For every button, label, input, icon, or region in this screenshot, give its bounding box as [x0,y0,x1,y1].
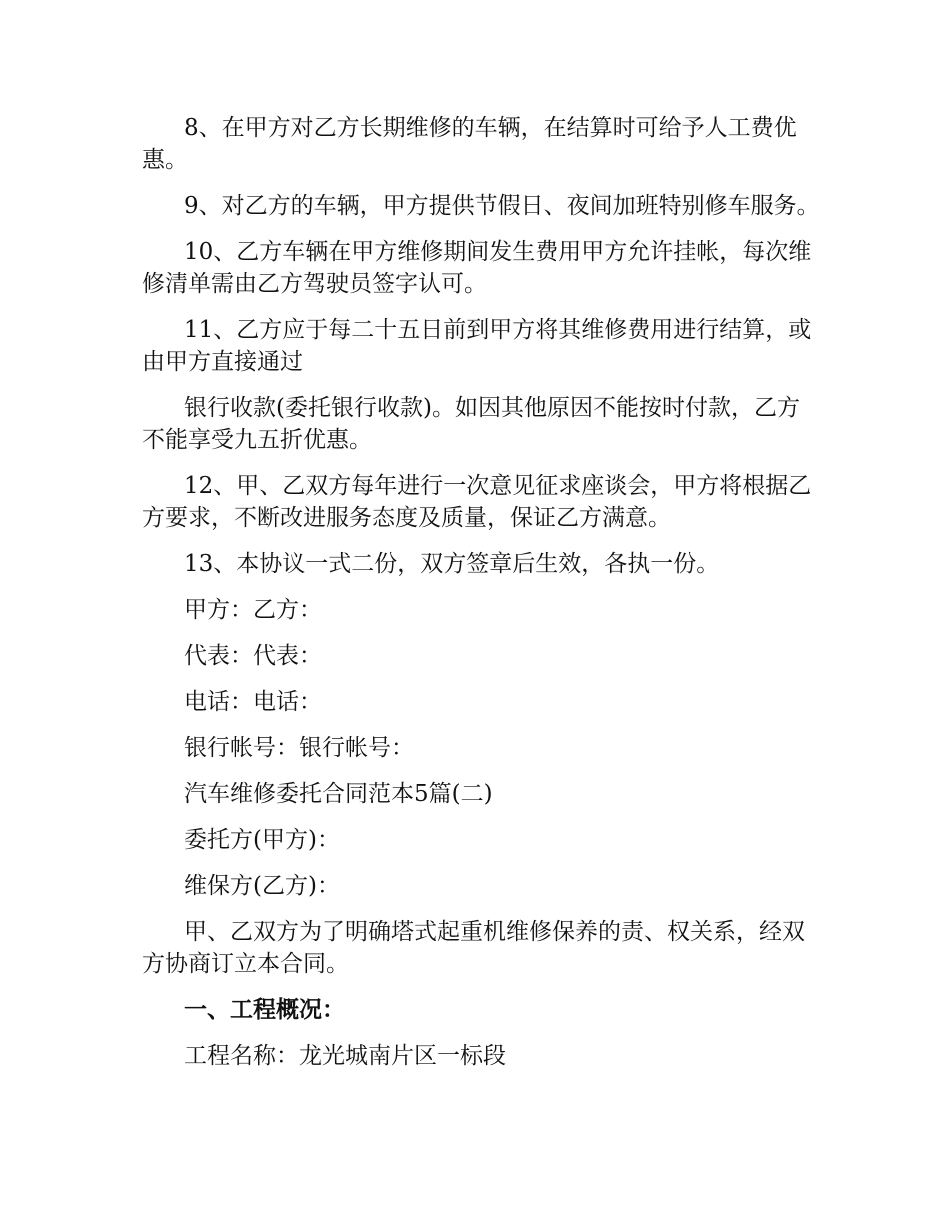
clause-11-continued: 银行收款(委托银行收款)。如因其他原因不能按时付款，乙方不能享受九五折优惠。 [142,395,800,453]
section-title: 汽车维修委托合同范本5篇(二) [184,781,493,807]
signature-bank-account-line: 银行帐号：银行帐号： [184,735,414,761]
contract-intro: 甲、乙双方为了明确塔式起重机维修保养的责、权关系，经双方协商订立本合同。 [142,919,805,977]
project-overview-heading: 一、工程概况： [184,997,345,1023]
signature-party-line: 甲方：乙方： [184,597,322,623]
client-party-field: 委托方(甲方)： [184,827,340,853]
clause-9: 9、对乙方的车辆，甲方提供节假日、夜间加班特别修车服务。 [184,193,820,219]
maintainer-party-field: 维保方(乙方)： [184,873,340,899]
clause-12: 12、甲、乙双方每年进行一次意见征求座谈会，甲方将根据乙方要求，不断改进服务态度及质量，保证乙方满意。 [142,473,812,531]
document-body [142,112,822,1086]
signature-phone-line: 电话：电话： [184,689,322,715]
clause-10: 10、乙方车辆在甲方维修期间发生费用甲方允许挂帐，每次维修清单需由乙方驾驶员签字认可。 [142,239,812,297]
clause-11: 11、乙方应于每二十五日前到甲方将其维修费用进行结算，或由甲方直接通过 [142,317,812,375]
project-name-field: 工程名称：龙光城南片区一标段 [184,1043,506,1069]
signature-representative-line: 代表：代表： [184,643,322,669]
clause-13: 13、本协议一式二份，双方签章后生效，各执一份。 [184,551,720,577]
clause-8: 8、在甲方对乙方长期维修的车辆，在结算时可给予人工费优惠。 [142,115,797,173]
